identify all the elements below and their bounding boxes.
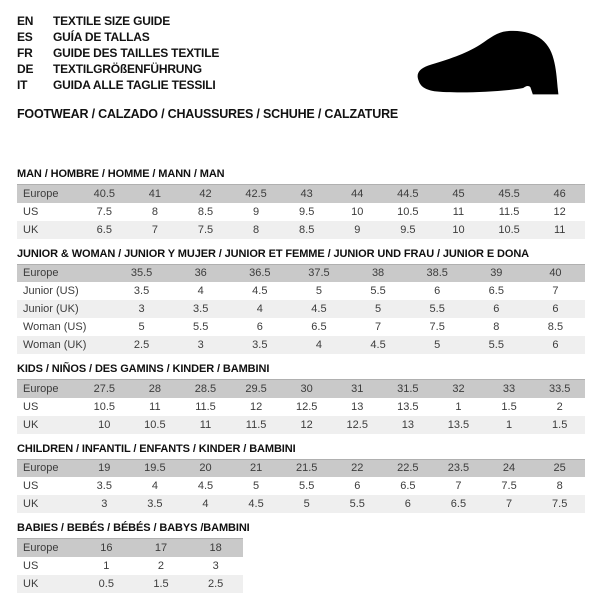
size-value: 5: [315, 285, 322, 297]
size-value: 3.5: [133, 285, 150, 297]
size-value: 44.5: [397, 187, 419, 200]
table-row: [17, 282, 585, 300]
size-value: 30: [300, 382, 313, 395]
table-row: [17, 264, 585, 282]
table-row: [17, 416, 585, 434]
size-value: 4: [151, 480, 158, 492]
language-code: FR: [17, 46, 33, 60]
table-row: [17, 380, 585, 398]
language-code: DE: [17, 62, 34, 76]
size-value: 4: [202, 498, 209, 510]
size-value: 24: [502, 462, 516, 475]
size-table-section: [17, 522, 585, 593]
size-value: 5.5: [429, 303, 445, 315]
size-value: 2: [556, 400, 563, 413]
size-value: 4.5: [252, 285, 268, 297]
size-value: 3.5: [147, 498, 163, 510]
size-value: 6: [434, 285, 441, 297]
size-value: 13: [351, 400, 364, 413]
size-value: 6.5: [96, 223, 112, 236]
size-value: 33: [502, 382, 516, 395]
row-label: Europe: [23, 187, 59, 200]
table-row: [17, 557, 243, 575]
size-table-section: [17, 363, 585, 434]
size-value: 7.5: [197, 223, 214, 236]
table-row: [17, 575, 243, 593]
language-label: GUIDE DES TAILLES TEXTILE: [53, 46, 220, 60]
row-label: Europe: [23, 541, 59, 554]
size-value: 4: [256, 303, 263, 315]
size-value: 2.5: [208, 577, 224, 590]
size-value: 39: [490, 267, 503, 280]
size-value: 6.5: [488, 285, 504, 297]
size-value: 42.5: [245, 187, 267, 200]
size-table-section: [17, 443, 585, 514]
size-value: 13.5: [397, 400, 419, 413]
size-value: 1.5: [552, 418, 568, 431]
size-value: 11.5: [245, 418, 267, 431]
size-value: 41: [148, 187, 162, 200]
size-value: 6: [552, 339, 559, 351]
table-row: [17, 318, 585, 336]
size-value: 13.5: [447, 418, 470, 431]
size-value: 21: [249, 462, 263, 475]
row-label: US: [23, 480, 39, 492]
language-label: GUIDA ALLE TAGLIE TESSILI: [53, 78, 216, 92]
size-value: 23.5: [447, 462, 470, 475]
row-label: US: [23, 559, 39, 572]
size-value: 10.5: [93, 400, 115, 413]
size-value: 3: [138, 303, 145, 315]
size-value: 10.5: [397, 205, 419, 218]
size-value: 12.5: [295, 400, 318, 413]
size-value: 28.5: [194, 382, 217, 395]
size-value: 40.5: [93, 187, 115, 200]
language-label: GUÍA DE TALLAS: [53, 30, 150, 44]
size-value: 5.5: [299, 480, 315, 492]
size-value: 11.5: [195, 400, 216, 413]
size-value: 12.5: [346, 418, 368, 431]
size-value: 43: [300, 187, 313, 200]
size-value: 3.5: [193, 303, 209, 315]
row-label: Europe: [23, 267, 59, 280]
size-value: 10: [98, 418, 111, 431]
table-row: [17, 398, 585, 416]
size-value: 5: [303, 498, 310, 510]
size-value: 2.5: [133, 339, 150, 351]
size-value: 6: [552, 303, 559, 315]
size-value: 5.5: [488, 339, 504, 351]
section-title: MAN / HOMBRE / HOMME / MANN / MAN: [17, 168, 225, 180]
size-value: 8: [151, 205, 158, 218]
size-value: 9.5: [299, 205, 315, 218]
size-value: 9: [354, 223, 361, 236]
language-label: TEXTILE SIZE GUIDE: [53, 14, 171, 28]
dress-shoe-icon: [396, 24, 588, 104]
size-value: 12: [300, 418, 313, 431]
row-label: Europe: [23, 382, 59, 395]
section-title: JUNIOR & WOMAN / JUNIOR Y MUJER / JUNIOR ET FEMME / JUNIOR UND FRAU / JUNIOR E DONA: [17, 247, 530, 260]
language-label: TEXTILGRÖßENFÜHRUNG: [53, 62, 202, 76]
size-value: 33.5: [548, 382, 571, 395]
size-value: 4.5: [248, 498, 264, 510]
size-value: 7: [151, 223, 158, 236]
size-value: 4.5: [311, 303, 327, 315]
size-value: 7.5: [96, 205, 112, 218]
size-value: 46: [553, 187, 566, 200]
size-value: 1: [455, 400, 462, 413]
table-row: [17, 539, 243, 557]
size-value: 4: [197, 285, 204, 297]
size-value: 5.5: [370, 285, 386, 297]
size-value: 6: [493, 303, 500, 315]
size-value: 27.5: [93, 382, 115, 395]
size-value: 8.5: [299, 223, 315, 236]
size-value: 12: [553, 205, 566, 218]
size-table: [17, 538, 243, 593]
size-value: 8.5: [197, 205, 214, 218]
table-row: [17, 495, 585, 513]
size-value: 5.5: [349, 498, 365, 510]
size-value: 5: [375, 303, 382, 315]
size-value: 11: [149, 400, 161, 413]
size-value: 7: [375, 321, 382, 333]
row-label: Europe: [23, 462, 59, 475]
size-value: 8: [556, 480, 563, 492]
size-value: 32: [452, 382, 465, 395]
size-value: 28: [148, 382, 162, 395]
size-value: 37.5: [308, 267, 330, 280]
size-value: 11: [452, 205, 465, 218]
size-value: 2: [157, 559, 165, 572]
section-title: KIDS / NIÑOS / DES GAMINS / KINDER / BAMBINI: [17, 363, 270, 375]
size-value: 10.5: [144, 418, 166, 431]
size-value: 6.5: [400, 480, 416, 492]
size-value: 9.5: [400, 223, 416, 236]
table-row: [17, 300, 585, 318]
size-value: 7.5: [552, 498, 568, 510]
size-value: 22: [351, 462, 364, 475]
size-value: 1: [103, 559, 110, 572]
size-value: 20: [199, 462, 212, 475]
table-row: [17, 477, 585, 495]
size-value: 35.5: [130, 267, 153, 280]
row-label: UK: [23, 498, 39, 510]
section-title: BABIES / BEBÉS / BÉBÉS / BABYS /BAMBINI: [17, 522, 250, 534]
row-label: UK: [23, 577, 39, 590]
size-value: 29.5: [245, 382, 267, 395]
size-value: 3: [197, 339, 204, 351]
size-value: 5: [434, 339, 441, 351]
size-value: 38.5: [426, 267, 448, 280]
size-value: 1: [505, 418, 513, 431]
size-value: 11: [553, 223, 566, 236]
size-value: 7.5: [429, 321, 445, 333]
size-value: 3: [212, 559, 219, 572]
size-value: 19: [98, 462, 111, 475]
size-value: 7: [455, 480, 462, 492]
category-title: FOOTWEAR / CALZADO / CHAUSSURES / SCHUHE / CALZATURE: [17, 107, 399, 121]
size-value: 44: [351, 187, 364, 200]
size-value: 4.5: [197, 480, 214, 492]
size-value: 31: [351, 382, 364, 395]
size-value: 12: [249, 400, 263, 413]
size-value: 10: [452, 223, 465, 236]
size-table: [17, 264, 585, 355]
row-label: Woman (US): [23, 321, 87, 333]
size-value: 38: [371, 267, 385, 280]
size-value: 17: [154, 541, 168, 554]
size-table: [17, 459, 585, 514]
size-value: 31.5: [397, 382, 419, 395]
size-value: 6: [354, 480, 361, 492]
size-value: 8: [253, 223, 260, 236]
section-title: CHILDREN / INFANTIL / ENFANTS / KINDER / BAMBINI: [17, 442, 296, 455]
size-value: 6: [256, 321, 263, 333]
row-label: Junior (UK): [23, 303, 79, 315]
size-value: 7.5: [501, 480, 517, 492]
table-row: [17, 459, 585, 477]
size-value: 10: [351, 205, 364, 218]
size-value: 6.5: [311, 321, 327, 333]
size-value: 40: [549, 267, 562, 280]
size-value: 8: [493, 321, 500, 333]
row-label: US: [23, 205, 39, 218]
size-value: 18: [209, 541, 222, 554]
table-row: [17, 221, 585, 239]
table-row: [17, 203, 585, 221]
size-tables: [17, 168, 585, 593]
size-value: 1.5: [501, 400, 517, 413]
size-value: 0.5: [98, 577, 114, 590]
size-table-section: [17, 248, 585, 355]
size-value: 21.5: [295, 462, 318, 475]
size-value: 9: [253, 205, 260, 218]
size-table: [17, 184, 585, 239]
size-value: 10.5: [498, 223, 520, 236]
size-value: 25: [553, 462, 566, 475]
size-value: 36: [194, 267, 207, 280]
table-row: [17, 185, 585, 203]
row-label: US: [23, 400, 39, 413]
size-value: 13: [401, 418, 414, 431]
size-value: 22.5: [397, 462, 419, 475]
language-code: ES: [17, 30, 33, 44]
size-value: 7: [505, 498, 513, 510]
language-code: EN: [17, 14, 34, 28]
size-value: 3.5: [252, 339, 268, 351]
size-value: 1.5: [153, 577, 169, 590]
size-value: 5: [253, 480, 260, 492]
size-value: 19.5: [144, 462, 166, 475]
size-value: 36.5: [249, 267, 271, 280]
size-value: 11.5: [498, 205, 520, 218]
size-value: 3.5: [96, 480, 112, 492]
size-value: 42: [199, 187, 212, 200]
size-value: 5.5: [193, 321, 209, 333]
row-label: Junior (US): [23, 285, 79, 297]
row-label: Woman (UK): [23, 339, 87, 351]
size-value: 3: [101, 498, 108, 510]
size-value: 8.5: [547, 321, 564, 333]
size-value: 6.5: [450, 498, 467, 510]
row-label: UK: [23, 418, 39, 431]
size-table-section: [17, 168, 585, 239]
size-value: 45: [452, 187, 465, 200]
table-row: [17, 336, 585, 354]
size-value: 16: [100, 541, 113, 554]
size-value: 5: [138, 321, 145, 333]
size-value: 45.5: [498, 187, 520, 200]
size-value: 11: [199, 418, 212, 431]
size-table: [17, 379, 585, 434]
language-code: IT: [17, 78, 28, 92]
size-value: 4.5: [370, 339, 386, 351]
row-label: UK: [23, 223, 39, 236]
size-value: 4: [315, 339, 322, 351]
size-value: 7: [552, 285, 559, 297]
size-value: 6: [404, 498, 411, 510]
